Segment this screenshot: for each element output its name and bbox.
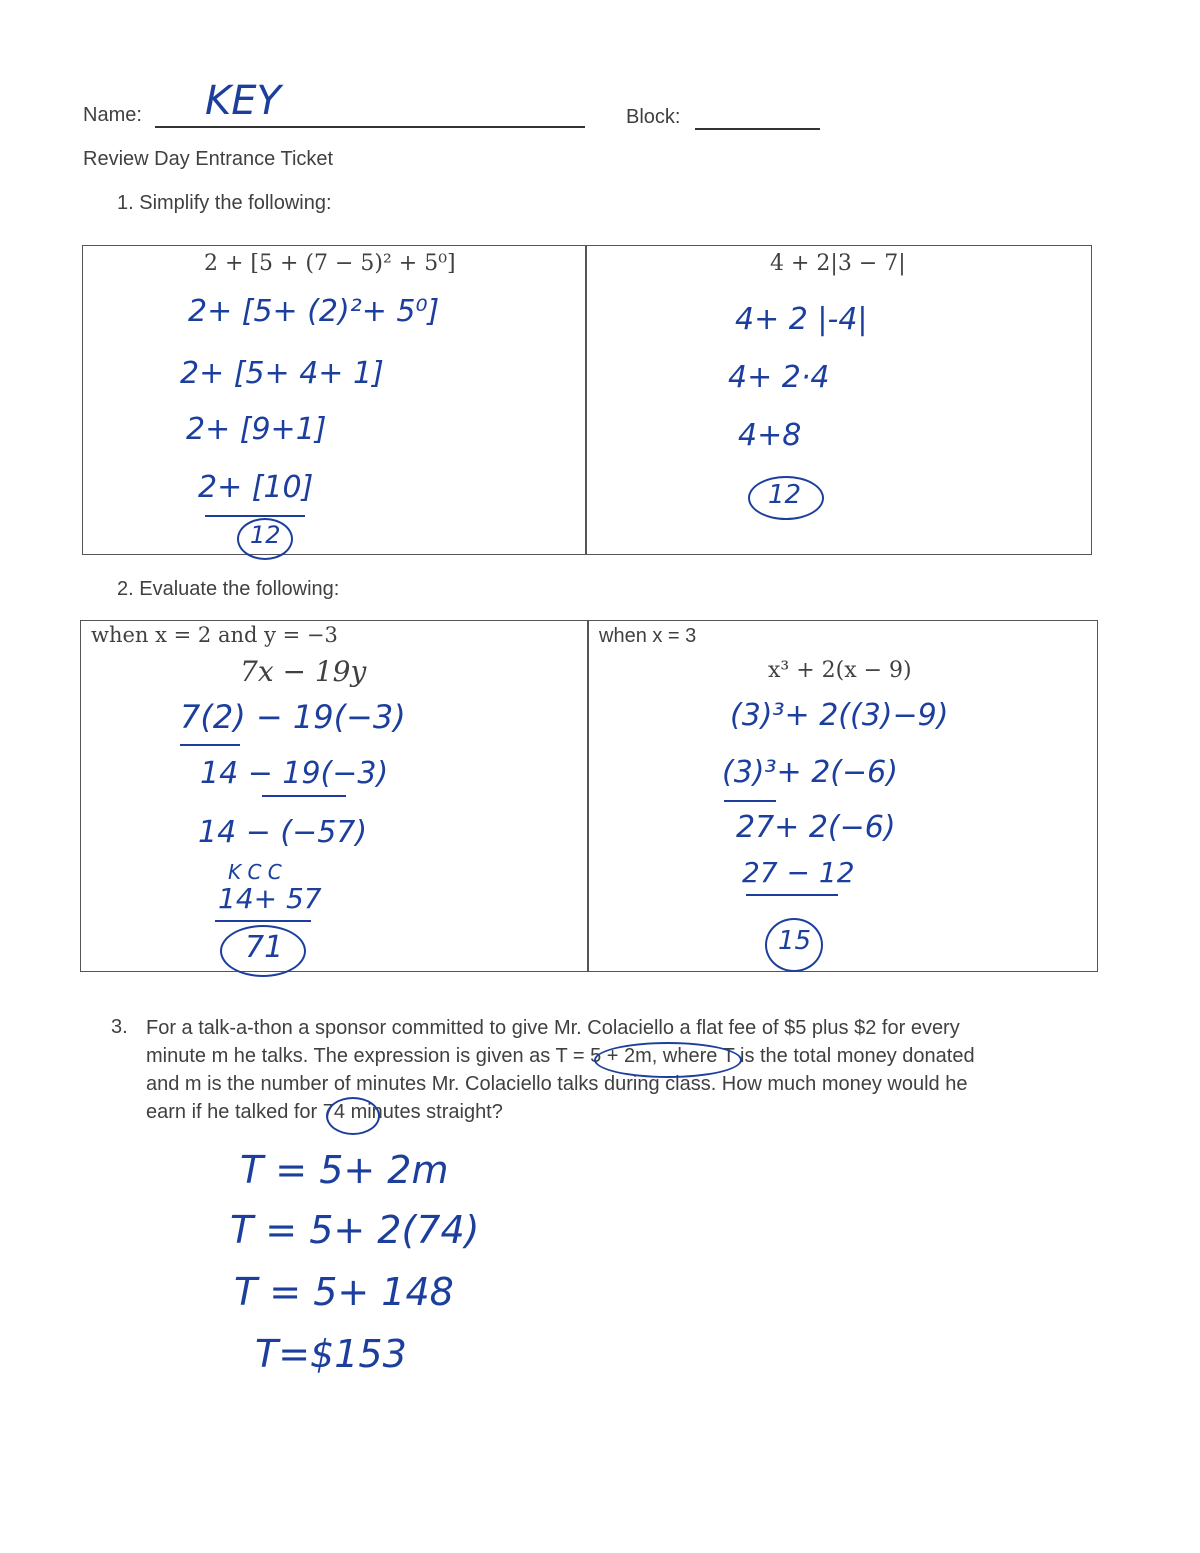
q2-right-expression: x³ + 2(x − 9): [768, 658, 912, 683]
q2-heading: 2. Evaluate the following:: [117, 578, 340, 600]
q2-left-work-step: 14 − (−57): [198, 815, 368, 850]
q2-right-work-step: (3)³+ 2(−6): [722, 755, 898, 790]
q3-text-line: and m is the number of minutes Mr. Colaciello talks during class. How much money would he: [146, 1073, 968, 1095]
q1-left-work-step: 2+ [5+ 4+ 1]: [180, 356, 384, 391]
q2-left-underline: [180, 744, 240, 746]
q3-final-answer: T=$153: [255, 1332, 407, 1376]
name-field-line: [155, 126, 585, 128]
q2-left-work-step: 14+ 57: [218, 882, 322, 915]
q1-right-answer: 12: [768, 480, 802, 510]
q2-right-work-step: 27 − 12: [742, 856, 855, 889]
q1-left-work-step: 2+ [10]: [198, 470, 314, 505]
q3-work-step: T = 5+ 2(74): [230, 1208, 480, 1252]
q1-right-expression: 4 + 2|3 − 7|: [770, 251, 906, 276]
name-label: Name:: [83, 104, 142, 126]
q2-right-underline: [746, 894, 838, 896]
q2-right-underline: [724, 800, 776, 802]
q2-left-underline: [262, 795, 346, 797]
block-field-line: [695, 128, 820, 130]
q1-left-expression: 2 + [5 + (7 − 5)² + 5⁰]: [204, 251, 456, 276]
q1-right-work-step: 4+8: [738, 418, 802, 453]
q2-right-work-step: (3)³+ 2((3)−9): [730, 698, 949, 733]
worksheet-subtitle: Review Day Entrance Ticket: [83, 148, 334, 170]
q2-left-expression: 7x − 19y: [240, 655, 367, 688]
q2-right-work-step: 27+ 2(−6): [736, 810, 896, 845]
q3-text-line: minute m he talks. The expression is given as T = 5 + 2m, where T is the total money donated: [146, 1045, 975, 1067]
q2-left-condition: when x = 2 and y = −3: [91, 623, 338, 647]
q3-text-line: For a talk-a-thon a sponsor committed to give Mr. Colaciello a flat fee of $5 plus $2 for every: [146, 1017, 960, 1039]
q1-left-answer: 12: [250, 521, 281, 549]
q3-number: 3.: [111, 1016, 128, 1038]
q2-left-work-note: K C C: [228, 860, 282, 884]
q2-left-work-step: 14 − 19(−3): [200, 756, 389, 791]
q1-right-work-step: 4+ 2·4: [728, 360, 830, 395]
q1-left-work-step: 2+ [9+1]: [186, 412, 327, 447]
q2-left-underline: [215, 920, 311, 922]
q2-right-answer: 15: [778, 926, 812, 956]
q1-table: [82, 245, 1092, 555]
q2-divider: [587, 620, 589, 972]
q3-minutes-circle: [326, 1097, 380, 1135]
q2-left-work-step: 7(2) − 19(−3): [180, 698, 406, 736]
q3-expression-circle: [594, 1042, 742, 1078]
name-value: KEY: [205, 78, 281, 124]
q3-work-step: T = 5+ 148: [234, 1270, 454, 1314]
q1-left-work-step: 2+ [5+ (2)²+ 5⁰]: [188, 294, 440, 329]
q3-text-line: earn if he talked for 74 minutes straight?: [146, 1101, 503, 1123]
q1-divider: [585, 245, 587, 555]
q2-right-condition: when x = 3: [599, 625, 697, 647]
q1-right-work-step: 4+ 2 |-4|: [735, 302, 868, 337]
block-label: Block:: [626, 106, 681, 128]
q2-left-answer: 71: [245, 930, 284, 965]
q3-work-step: T = 5+ 2m: [240, 1148, 449, 1192]
q1-left-underline: [205, 515, 305, 517]
q1-heading: 1. Simplify the following:: [117, 192, 332, 214]
